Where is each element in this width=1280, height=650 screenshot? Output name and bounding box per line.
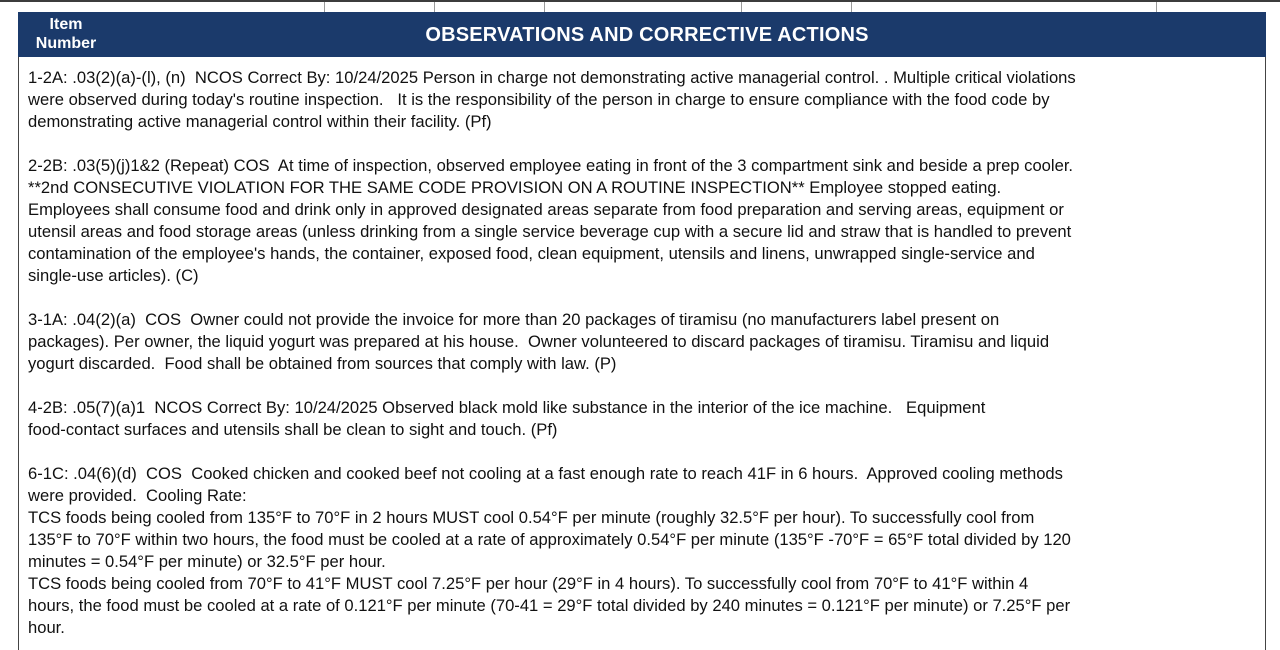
observation-entry-6-1C bbox=[28, 463, 1254, 639]
observations-body bbox=[28, 67, 1254, 650]
item-number-heading-line2: Number bbox=[35, 35, 97, 52]
entry-line: 1-2A: .03(2)(a)-(l), (n) NCOS Correct By: 10/24/2025 Person in charge not demonstrating active managerial control. . Multiple critical violations bbox=[28, 68, 1076, 87]
entry-line: hour. bbox=[28, 618, 65, 637]
entry-line: single-use articles). (C) bbox=[28, 266, 199, 285]
observations-header-bar bbox=[18, 12, 1266, 57]
entry-line: demonstrating active managerial control within their facility. (Pf) bbox=[28, 112, 492, 131]
entry-line: utensil areas and food storage areas (unless drinking from a single service beverage cup with a secure lid and straw that is handled to prevent bbox=[28, 222, 1072, 241]
entry-line: TCS foods being cooled from 70°F to 41°F MUST cool 7.25°F per hour (29°F in 4 hours). To successfully cool from 70°F to 41°F within 4 bbox=[28, 574, 1029, 593]
entry-line: were provided. Cooling Rate: bbox=[28, 486, 247, 505]
entry-line: **2nd CONSECUTIVE VIOLATION FOR THE SAME CODE PROVISION ON A ROUTINE INSPECTION** Employee stopped eating. bbox=[28, 178, 1002, 197]
entry-line: Employees shall consume food and drink only in approved designated areas separate from food preparation and serving areas, equipment or bbox=[28, 200, 1064, 219]
entry-line: packages). Per owner, the liquid yogurt was prepared at his house. Owner volunteered to discard packages of tiramisu. Tiramisu and liquid bbox=[28, 332, 1050, 351]
entry-line: food-contact surfaces and utensils shall be clean to sight and touch. (Pf) bbox=[28, 420, 558, 439]
observation-entry-1-2A bbox=[28, 67, 1254, 133]
entry-line: yogurt discarded. Food shall be obtained from sources that comply with law. (P) bbox=[28, 354, 617, 373]
item-number-heading-line1: Item bbox=[49, 16, 83, 33]
entry-line: were observed during today's routine inspection. It is the responsibility of the person in charge to ensure compliance with the food code by bbox=[28, 90, 1050, 109]
entry-line: 4-2B: .05(7)(a)1 NCOS Correct By: 10/24/2025 Observed black mold like substance in the interior of the ice machine. Equipment bbox=[28, 398, 986, 417]
entry-line: 2-2B: .03(5)(j)1&2 (Repeat) COS At time of inspection, observed employee eating in front of the 3 compartment sink and beside a prep cooler. bbox=[28, 156, 1074, 175]
observation-entry-3-1A bbox=[28, 309, 1254, 375]
observation-entry-2-2B bbox=[28, 155, 1254, 287]
entry-line: 3-1A: .04(2)(a) COS Owner could not provide the invoice for more than 20 packages of tiramisu (no manufacturers label present on bbox=[28, 310, 1000, 329]
entry-line: 6-1C: .04(6)(d) COS Cooked chicken and cooked beef not cooling at a fast enough rate to reach 41F in 6 hours. Approved cooling methods bbox=[28, 464, 1063, 483]
observation-entry-4-2B bbox=[28, 397, 1254, 441]
entry-line: TCS foods being cooled from 135°F to 70°F in 2 hours MUST cool 0.54°F per minute (roughly 32.5°F per hour). To successfully cool from bbox=[28, 508, 1035, 527]
observations-title: OBSERVATIONS AND CORRECTIVE ACTIONS bbox=[425, 24, 869, 46]
entry-line: contamination of the employee's hands, the container, exposed food, clean equipment, utensils and linens, unwrapped single-service and bbox=[28, 244, 1035, 263]
entry-line: minutes = 0.54°F per minute) or 32.5°F per hour. bbox=[28, 552, 386, 571]
entry-line: 135°F to 70°F within two hours, the food must be cooled at a rate of approximately 0.54°F per minute (135°F -70°F = 65°F total divided by 120 bbox=[28, 530, 1071, 549]
entry-line: hours, the food must be cooled at a rate of 0.121°F per minute (70-41 = 29°F total divided by 240 minutes = 0.121°F per minute) or 7.25°F per bbox=[28, 596, 1071, 615]
